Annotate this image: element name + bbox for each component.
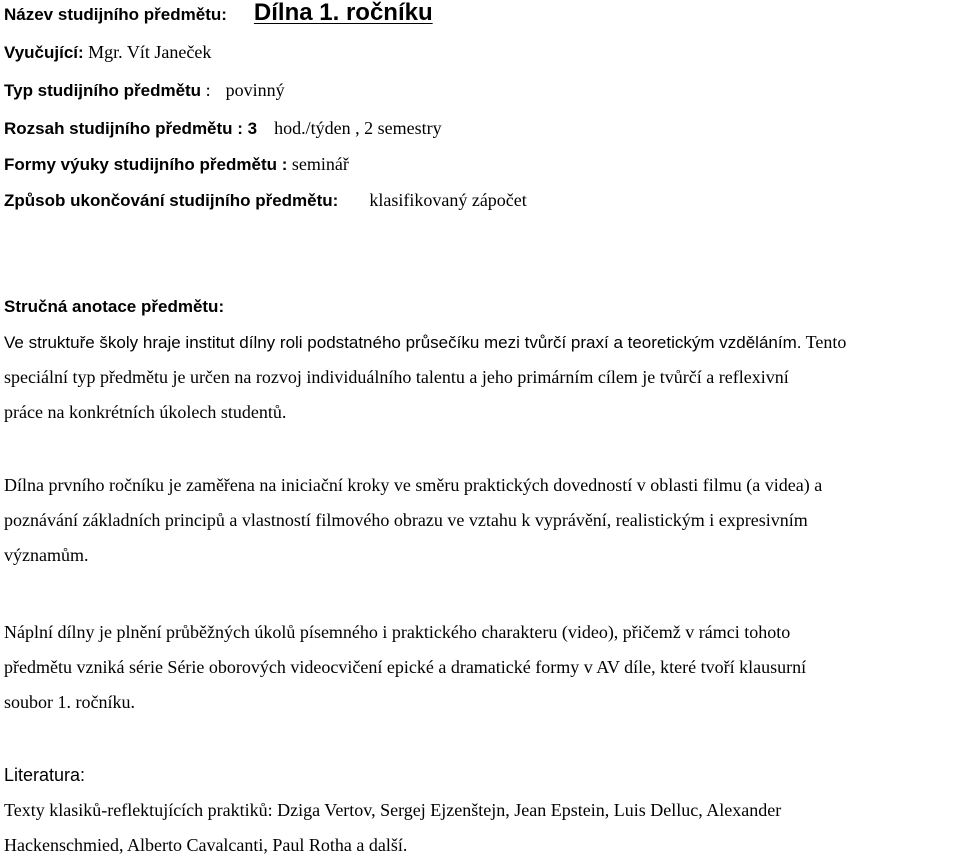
type-value: povinný: [225, 80, 285, 100]
paragraph-line-text: Tento: [805, 332, 847, 352]
paragraph-line: Náplní dílny je plnění průběžných úkolů písemného i praktického charakteru (video), přičemž v rámci tohoto: [4, 622, 791, 642]
scope-row: [4, 117, 442, 140]
paragraph-line: významům.: [4, 545, 89, 565]
course-name-label: Název studijního předmětu:: [4, 5, 227, 24]
course-name-row: [4, 2, 433, 26]
teacher-value: Mgr. Vít Janeček: [88, 42, 212, 62]
literature-heading: Literatura:: [4, 765, 86, 785]
paragraph-line: [4, 325, 958, 360]
literature-line: Texty klasiků-reflektujících praktiků: Dziga Vertov, Sergej Ejzenštejn, Jean Epstein, Luis Delluc, Alexander: [4, 800, 782, 820]
teacher-label: Vyučující:: [4, 43, 84, 62]
forms-value: seminář: [291, 154, 349, 174]
paragraph-line: Dílna prvního ročníku je zaměřena na iniciační kroky ve směru praktických dovedností v oblasti filmu (a videa) a: [4, 475, 823, 495]
annotation-heading-row: [4, 295, 224, 318]
paragraph-line: práce na konkrétních úkolech studentů.: [4, 402, 287, 422]
teacher-row: [4, 41, 211, 64]
literature-list: [4, 793, 958, 863]
scope-value: hod./týden , 2 semestry: [274, 118, 442, 138]
annotation-paragraph-1: [4, 325, 958, 430]
type-label: Typ studijního předmětu: [4, 81, 202, 100]
annotation-paragraph-3: [4, 615, 958, 720]
course-name-value: Dílna 1. ročníku: [253, 0, 433, 26]
type-row: [4, 79, 285, 102]
scope-label: Rozsah studijního předmětu : 3: [4, 119, 258, 138]
paragraph-line: předmětu vzniká série Série oborových videocvičení epické a dramatické formy v AV díle, které tvoří klausurní: [4, 657, 807, 677]
literature-line: Hackenschmied, Alberto Cavalcanti, Paul Rotha a další.: [4, 835, 408, 855]
paragraph-line: poznávání základních principů a vlastností filmového obrazu ve vztahu k vyprávění, realistickým i expresivním: [4, 510, 808, 530]
forms-row: [4, 153, 349, 176]
paragraph-line: soubor 1. ročníku.: [4, 692, 135, 712]
forms-label: Formy výuky studijního předmětu :: [4, 155, 288, 174]
completion-label: Způsob ukončování studijního předmětu:: [4, 191, 339, 210]
completion-value: klasifikovaný zápočet: [369, 190, 527, 210]
type-separator: :: [205, 80, 211, 100]
annotation-heading: Stručná anotace předmětu:: [4, 297, 225, 316]
paragraph-line: speciální typ předmětu je určen na rozvoj individuálního talentu a jeho primárním cílem je tvůrčí a reflexivní: [4, 367, 789, 387]
completion-row: [4, 189, 527, 212]
literature-heading-row: [4, 764, 85, 786]
paragraph-line-text: Ve struktuře školy hraje institut dílny roli podstatného průsečíku mezi tvůrčí praxí a teoretickým vzděláním.: [4, 333, 802, 352]
annotation-paragraph-2: [4, 468, 958, 573]
